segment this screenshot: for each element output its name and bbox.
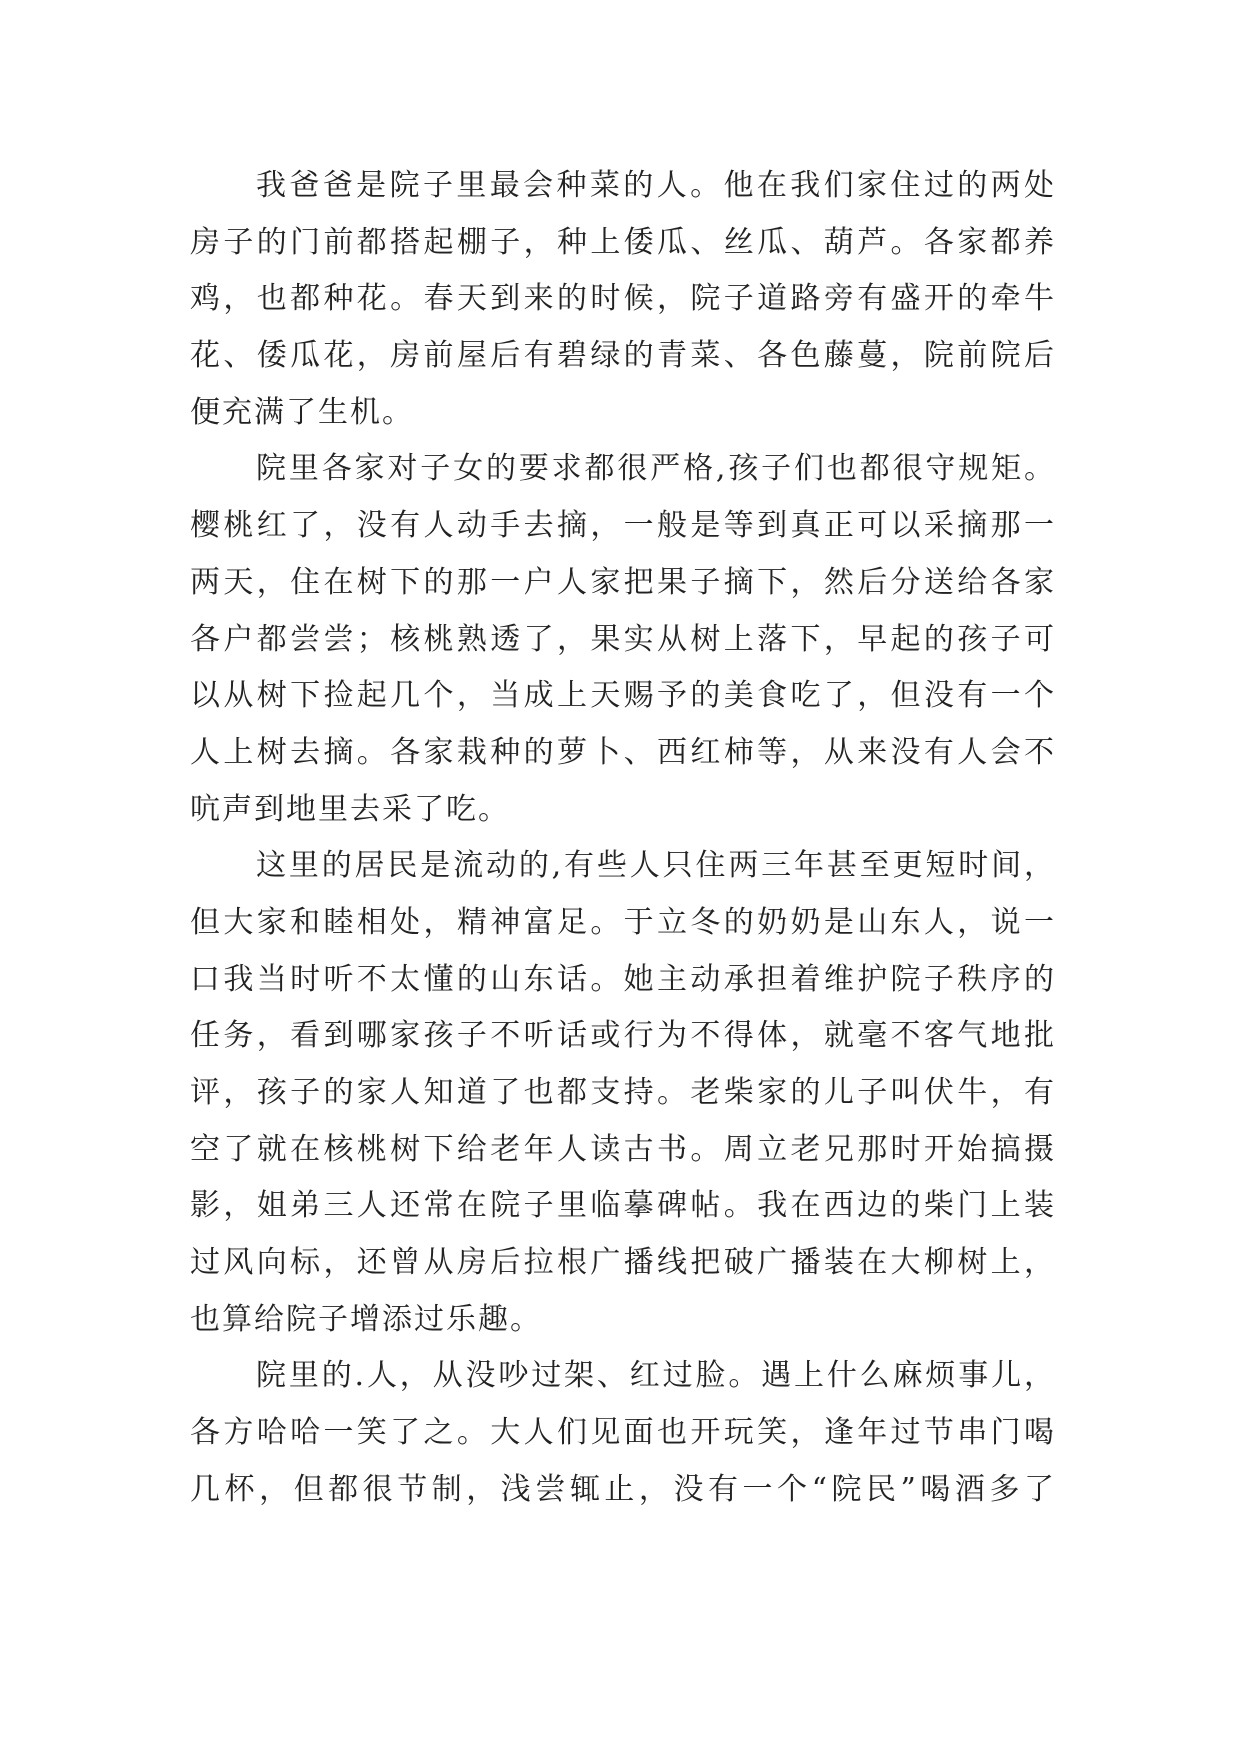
text-line: 两天，住在树下的那一户人家把果子摘下，然后分送给各家 — [190, 564, 1056, 600]
text-line: 各方哈哈一笑了之。大人们见面也开玩笑，逢年过节串门喝 — [190, 1415, 1056, 1451]
text-line: 花、倭瓜花，房前屋后有碧绿的青菜、各色藤蔓，院前院后 — [190, 338, 1056, 374]
text-line: 也算给院子增添过乐趣。 — [190, 1301, 542, 1337]
text-line: 影，姐弟三人还常在院子里临摹碑帖。我在西边的柴门上装 — [190, 1188, 1056, 1224]
text-line: 房子的门前都搭起棚子，种上倭瓜、丝瓜、葫芦。各家都养 — [190, 224, 1056, 260]
text-line: 各户都尝尝；核桃熟透了，果实从树上落下，早起的孩子可 — [190, 621, 1056, 657]
text-line: 几杯，但都很节制，浅尝辄止，没有一个“院民”喝酒多了 — [190, 1471, 1056, 1507]
text-line: 这里的居民是流动的,有些人只住两三年甚至更短时间， — [256, 848, 1056, 884]
paragraph-4 — [190, 1348, 1056, 1518]
text-line: 吭声到地里去采了吃。 — [190, 791, 510, 827]
text-line: 口我当时听不太懂的山东话。她主动承担着维护院子秩序的 — [190, 961, 1056, 997]
text-line: 便充满了生机。 — [190, 394, 414, 430]
paragraph-2 — [190, 441, 1056, 838]
text-line: 院里各家对子女的要求都很严格,孩子们也都很守规矩。 — [256, 451, 1056, 487]
text-line: 鸡，也都种花。春天到来的时候，院子道路旁有盛开的牵牛 — [190, 281, 1056, 317]
text-line: 任务，看到哪家孩子不听话或行为不得体，就毫不客气地批 — [190, 1018, 1056, 1054]
text-line: 空了就在核桃树下给老年人读古书。周立老兄那时开始搞摄 — [190, 1131, 1056, 1167]
paragraph-3 — [190, 838, 1056, 1348]
text-line: 评，孩子的家人知道了也都支持。老柴家的儿子叫伏牛，有 — [190, 1075, 1056, 1110]
text-line: 人上树去摘。各家栽种的萝卜、西红柿等，从来没有人会不 — [190, 734, 1056, 770]
text-line: 樱桃红了，没有人动手去摘，一般是等到真正可以采摘那一 — [190, 508, 1056, 544]
text-line: 我爸爸是院子里最会种菜的人。他在我们家住过的两处 — [256, 168, 1056, 203]
text-line: 过风向标，还曾从房后拉根广播线把破广播装在大柳树上， — [190, 1245, 1056, 1281]
article-body — [190, 158, 1056, 1519]
paragraph-1 — [190, 158, 1056, 441]
text-line: 院里的.人，从没吵过架、红过脸。遇上什么麻烦事儿， — [256, 1358, 1056, 1394]
text-line: 以从树下捡起几个，当成上天赐予的美食吃了，但没有一个 — [190, 678, 1056, 714]
text-line: 但大家和睦相处，精神富足。于立冬的奶奶是山东人，说一 — [190, 904, 1056, 940]
